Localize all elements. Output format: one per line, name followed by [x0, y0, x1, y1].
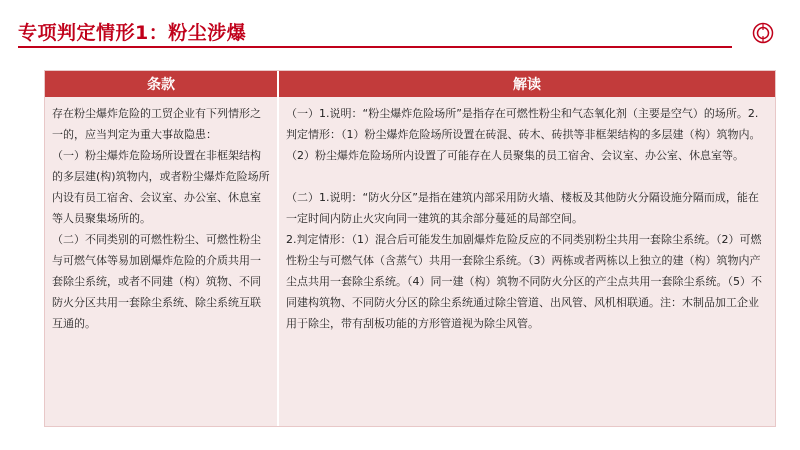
clause-item-2: （二）不同类别的可燃性粉尘、可燃性粉尘与可燃气体等易加剧爆炸危险的介质共用一套除尘系统，或者不同建（构）筑物、不同防火分区共用一套除尘系统、除尘系统互联互通的。: [52, 233, 261, 330]
page-title: 专项判定情形1：粉尘涉爆: [18, 22, 247, 44]
column-header-clause: 条款: [45, 71, 279, 97]
clause-cell: [45, 97, 279, 426]
title-underline: [18, 46, 732, 48]
regulation-table: [44, 70, 776, 427]
interpretation-item-2-criteria: 2.判定情形：（1）混合后可能发生加剧爆炸危险反应的不同类别粉尘共用一套除尘系统。（2）可燃性粉尘与可燃气体（含蒸气）共用一套除尘系统。（3）两栋或者两栋以上独立的建（构）筑物内产尘点共用一套除尘系统。（4）同一建（构）筑物不同防火分区的产尘点共用一套除尘系统。（5）不同建构筑物、不同防火分区的除尘系统通过除尘管道、出风管、风机相联通。注：木制品加工企业用于除尘，带有刮板功能的方形管道视为除尘风管。: [286, 233, 762, 330]
clause-item-1: （一）粉尘爆炸危险场所设置在非框架结构的多层建(构)筑物内，或者粉尘爆炸危险场所内设有员工宿舍、会议室、办公室、休息室等人员聚集场所的。: [52, 149, 270, 225]
interpretation-item-2-definition: （二）1.说明：“防火分区”是指在建筑内部采用防火墙、楼板及其他防火分隔设施分隔而成，能在一定时间内防止火灾向同一建筑的其余部分蔓延的局部空间。: [286, 191, 759, 225]
interpretation-cell: [279, 97, 775, 426]
company-logo-icon: [752, 22, 774, 44]
column-header-interpretation: 解读: [279, 71, 775, 97]
interpretation-item-1: （一）1.说明：“粉尘爆炸危险场所”是指存在可燃性粉尘和气态氧化剂（主要是空气）的场所。2.判定情形：（1）粉尘爆炸危险场所设置在砖混、砖木、砖拱等非框架结构的多层建（构）筑物内。（2）粉尘爆炸危险场所内设置了可能存在人员聚集的员工宿舍、会议室、办公室、休息室等。: [286, 107, 761, 162]
clause-intro: 存在粉尘爆炸危险的工贸企业有下列情形之一的，应当判定为重大事故隐患：: [52, 107, 261, 141]
